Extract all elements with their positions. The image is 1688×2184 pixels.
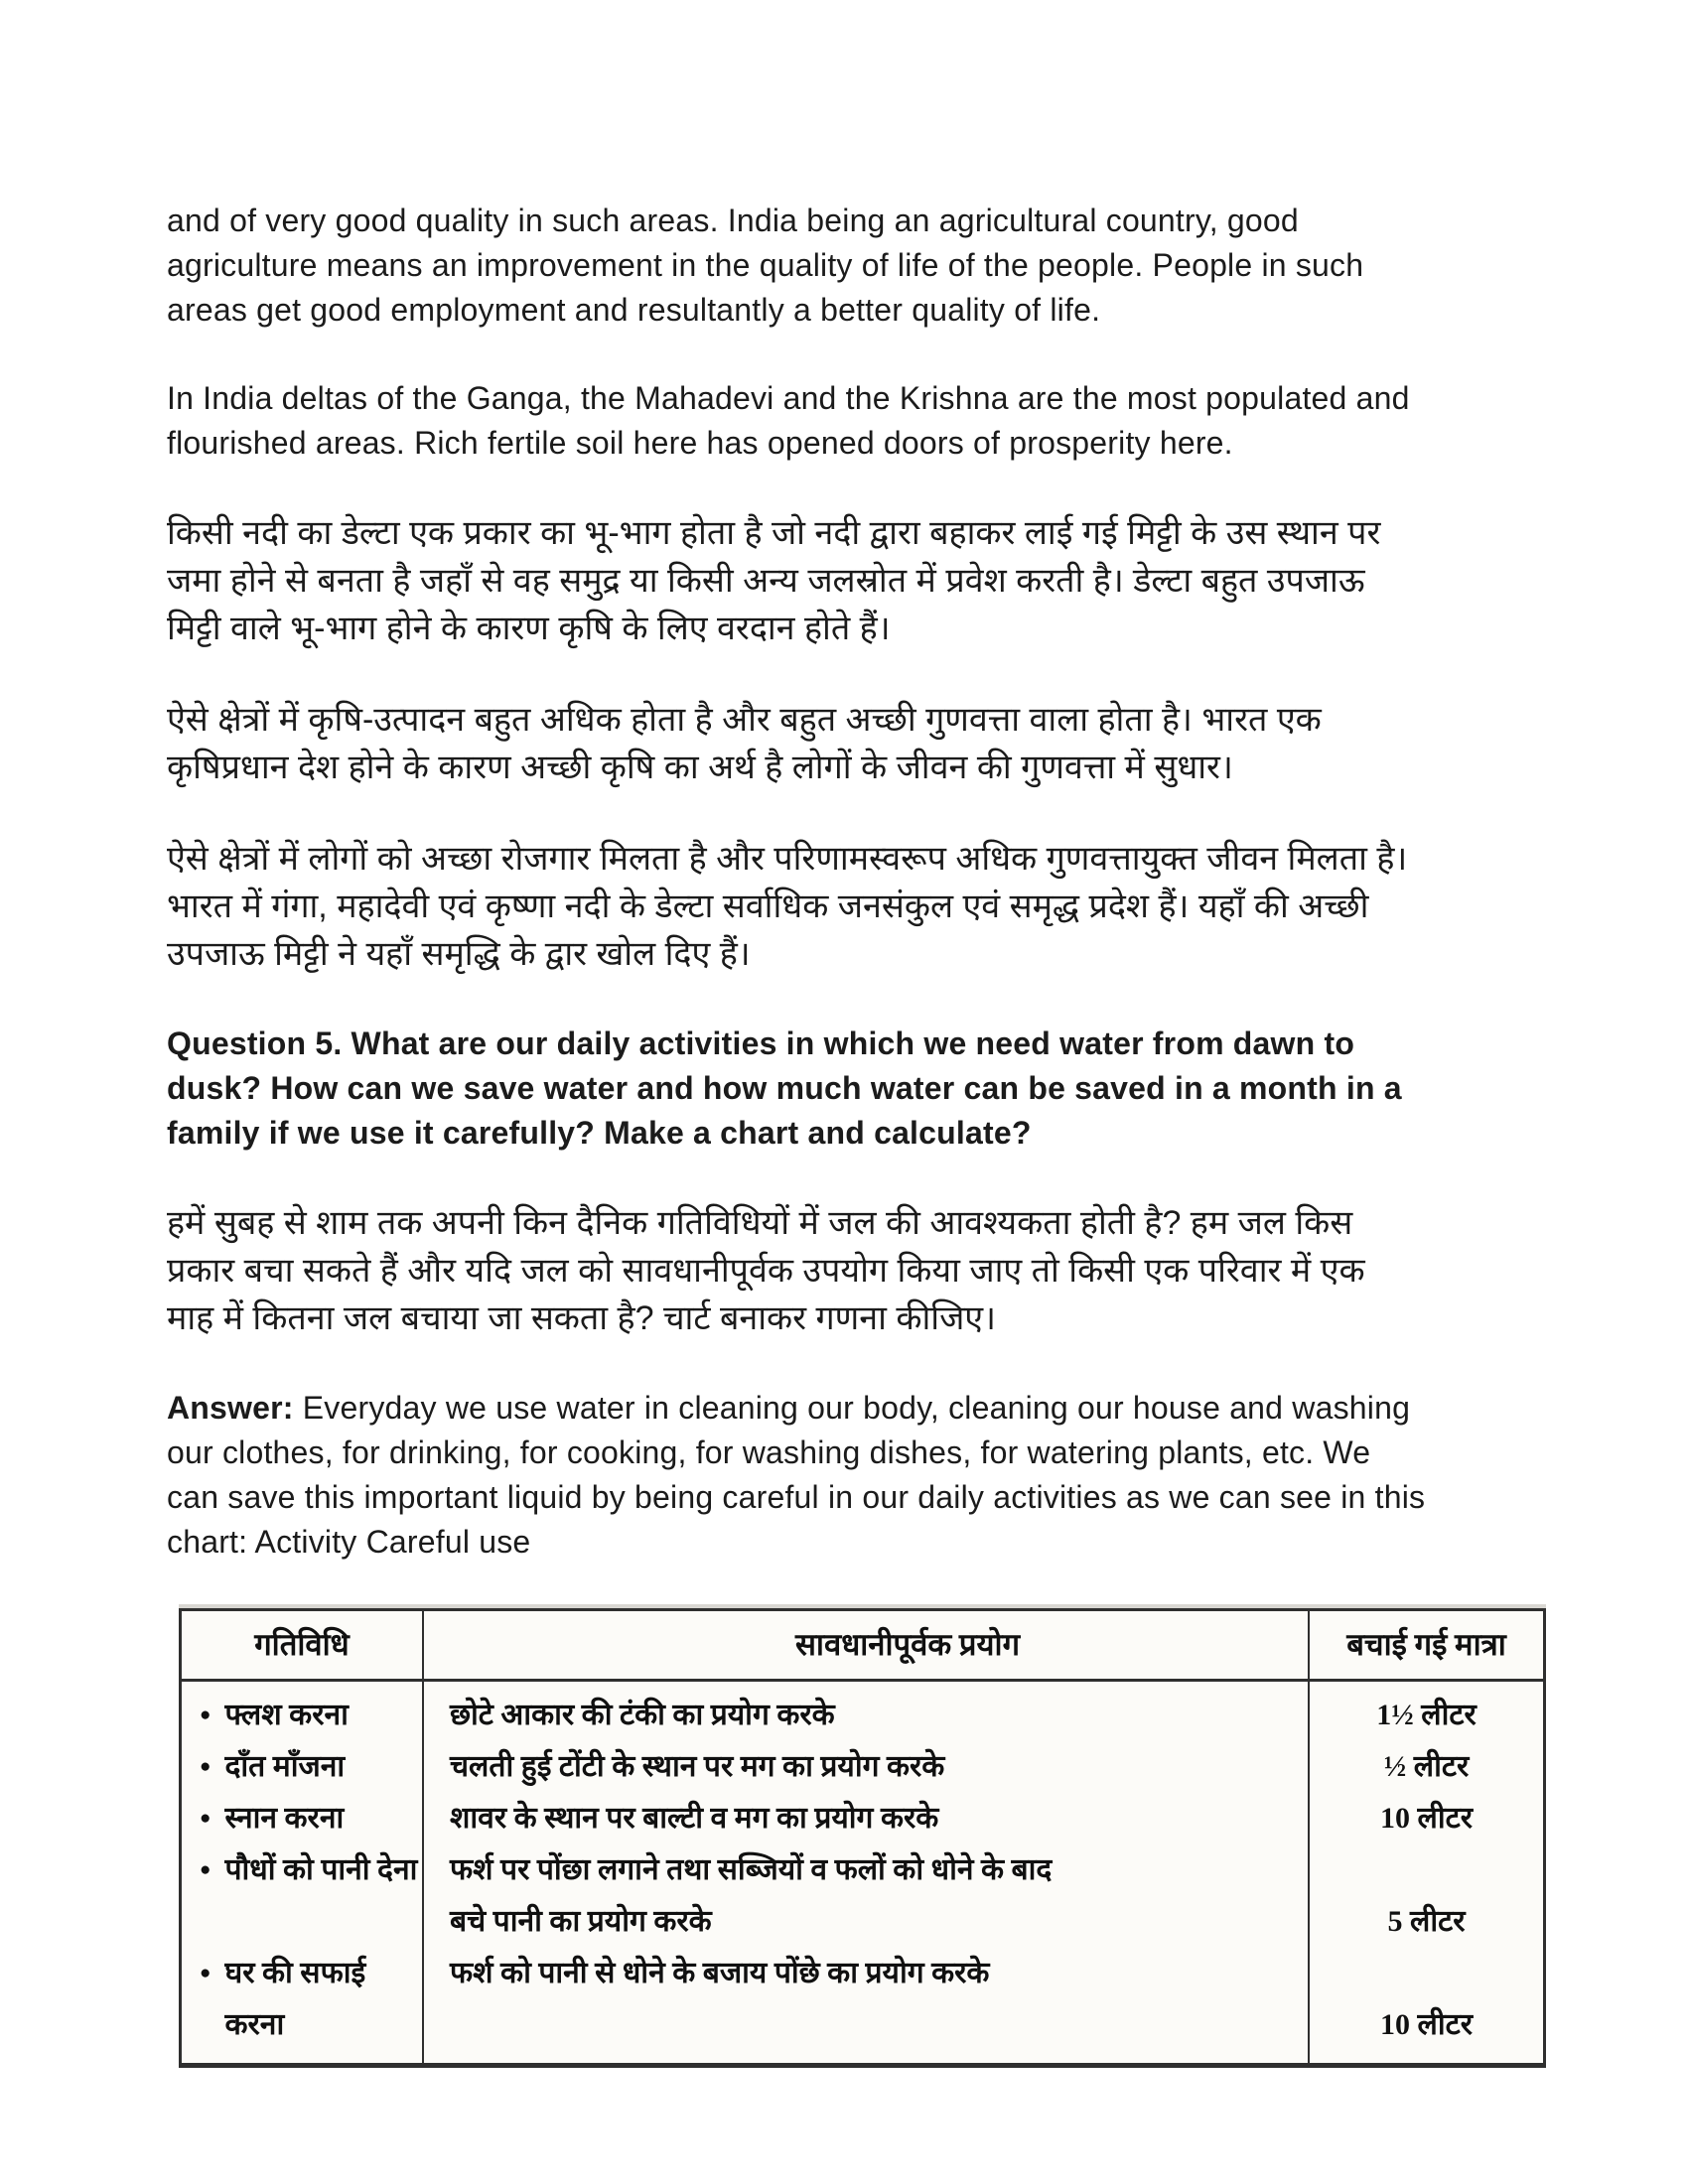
careful-use-text: फर्श पर पोंछा लगाने तथा सब्जियों व फलों को धोने के बाद [450,1853,1053,1886]
question5-heading [167,1022,1448,1156]
careful-use-cell [424,1690,1310,1741]
table-row [182,1690,1543,1741]
amount-cell [1310,1690,1543,1741]
answer-text: Everyday we use water in cleaning our body, cleaning our house and washing [293,1390,1411,1426]
paragraph-line: माह में कितना जल बचाया जा सकता है? चार्ट बनाकर गणना कीजिए। [167,1299,996,1337]
activity-text: घर की सफाई करना [224,1957,366,2041]
paragraph-line: ऐसे क्षेत्रों में लोगों को अच्छा रोजगार मिलता है और परिणामस्वरूप अधिक गुणवत्तायुक्त जीवन मिलता है। [167,840,1408,878]
paragraph-line: agriculture means an improvement in the quality of life of the people. People in such [167,247,1364,283]
answer-paragraph [167,1386,1448,1565]
table-body [182,1682,1543,2063]
paragraph-line: हमें सुबह से शाम तक अपनी किन दैनिक गतिविधियों में जल की आवश्यकता होती है? हम जल किस [167,1204,1353,1242]
careful-use-cell [424,1741,1310,1793]
activity-cell [182,1844,424,1948]
paragraph-line: In India deltas of the Ganga, the Mahadevi and the Krishna are the most populated and [167,380,1410,416]
activity-text: पौधों को पानी देना [224,1853,418,1886]
amount-cell [1310,1793,1543,1844]
paragraph-line: areas get good employment and resultantly a better quality of life. [167,292,1101,328]
paragraph-line: our clothes, for drinking, for cooking, for washing dishes, for watering plants, etc. We [167,1434,1371,1470]
col-header-careful-use: सावधानीपूर्वक प्रयोग [424,1611,1310,1679]
careful-use-cell [424,1844,1310,1948]
table-header-row [182,1611,1543,1682]
amount-text: 1½ लीटर [1376,1699,1477,1731]
answer-label: Answer: [167,1390,294,1426]
careful-use-text: छोटे आकार की टंकी का प्रयोग करके [450,1699,835,1731]
table-row [182,1948,1543,2051]
paragraph-line: किसी नदी का डेल्टा एक प्रकार का भू-भाग होता है जो नदी द्वारा बहाकर लाई गई मिट्टी के उस स्थान पर [167,514,1381,552]
careful-use-text: फर्श को पानी से धोने के बजाय पोंछे का प्रयोग करके [450,1957,990,1989]
column-divider [422,1682,424,2063]
paragraph-line: मिट्टी वाले भू-भाग होने के कारण कृषि के लिए वरदान होते हैं। [167,610,891,647]
activity-cell [182,1948,424,2051]
amount-text: ½ लीटर [1383,1750,1470,1783]
table-row [182,1741,1543,1793]
paragraph-line: ऐसे क्षेत्रों में कृषि-उत्पादन बहुत अधिक होता है और बहुत अच्छी गुणवत्ता वाला होता है। भारत एक [167,701,1322,739]
intro-paragraph-1 [167,199,1448,333]
careful-use-text: बचे पानी का प्रयोग करके [450,1905,712,1938]
bullet-icon: ● [200,1808,211,1829]
paragraph-line: उपजाऊ मिट्टी ने यहाँ समृद्धि के द्वार खोल दिए हैं। [167,935,751,973]
paragraph-line: Question 5. What are our daily activities in which we need water from dawn to [167,1025,1355,1061]
paragraph-line: can save this important liquid by being careful in our daily activities as we can see in this [167,1479,1426,1515]
amount-cell [1310,1844,1543,1948]
activity-cell [182,1690,424,1741]
activity-cell [182,1793,424,1844]
paragraph-line: प्रकार बचा सकते हैं और यदि जल को सावधानीपूर्वक उपयोग किया जाए तो किसी एक परिवार में एक [167,1252,1365,1290]
bullet-icon: ● [200,1963,211,1983]
col-header-activity: गतिविधि [182,1611,424,1679]
activity-text: स्नान करना [224,1802,345,1835]
activity-text: दाँत माँजना [224,1750,346,1783]
paragraph-line: flourished areas. Rich fertile soil here has opened doors of prosperity here. [167,425,1233,461]
amount-cell [1310,1948,1543,2051]
hindi-paragraph-agriculture [167,696,1448,791]
water-saving-table [179,1608,1546,2068]
column-divider [1308,1682,1310,2063]
careful-use-text: शावर के स्थान पर बाल्टी व मग का प्रयोग करके [450,1802,939,1835]
bullet-icon: ● [200,1859,211,1880]
paragraph-line: dusk? How can we save water and how much water can be saved in a month in a [167,1070,1402,1106]
paragraph-line: chart: Activity Careful use [167,1524,531,1560]
bullet-icon: ● [200,1756,211,1777]
careful-use-cell [424,1793,1310,1844]
intro-paragraph-2 [167,376,1448,466]
table-row [182,1793,1543,1844]
amount-text: 10 लीटर [1380,1802,1473,1835]
activity-cell [182,1741,424,1793]
question5-hindi [167,1199,1448,1342]
careful-use-cell [424,1948,1310,2051]
document-content [167,199,1506,2068]
paragraph-line: भारत में गंगा, महादेवी एवं कृष्णा नदी के डेल्टा सर्वाधिक जनसंकुल एवं समृद्ध प्रदेश हैं। यहाँ की अच्छी [167,887,1369,925]
activity-text: फ्लश करना [224,1699,349,1731]
table-row [182,1844,1543,1948]
paragraph-line: family if we use it carefully? Make a chart and calculate? [167,1115,1032,1151]
paragraph-line [167,1386,1448,1431]
paragraph-line: जमा होने से बनता है जहाँ से वह समुद्र या किसी अन्य जलस्रोत में प्रवेश करती है। डेल्टा बहुत उपजाऊ [167,562,1365,600]
paragraph-line: and of very good quality in such areas. India being an agricultural country, good [167,203,1299,238]
hindi-paragraph-employment [167,835,1448,978]
amount-cell [1310,1741,1543,1793]
careful-use-text: चलती हुई टोंटी के स्थान पर मग का प्रयोग करके [450,1750,945,1783]
amount-text: 5 लीटर [1387,1905,1466,1938]
amount-text: 10 लीटर [1380,2008,1473,2041]
col-header-amount-saved: बचाई गई मात्रा [1346,1627,1506,1662]
bullet-icon: ● [200,1705,211,1725]
paragraph-line: कृषिप्रधान देश होने के कारण अच्छी कृषि का अर्थ है लोगों के जीवन की गुणवत्ता में सुधार। [167,749,1233,786]
hindi-paragraph-delta [167,509,1448,652]
